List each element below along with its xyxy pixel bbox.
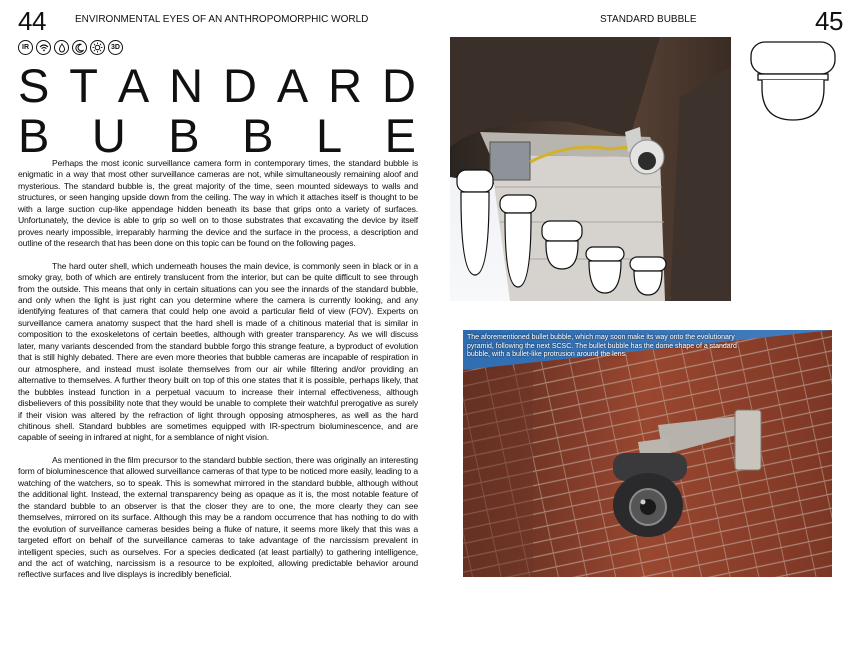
left-running-head: ENVIRONMENTAL EYES OF AN ANTHROPOMORPHIC WORLD [75, 14, 369, 25]
moon-icon [72, 40, 87, 55]
title-letter: B [168, 109, 200, 162]
photo-caption: The aforementioned bullet bubble, which may soon make its way onto the evolutionary pyramid, following the next SCSC. The bullet bubble has the dome shape of a standard bubble, with a bullet-like protrusion around the lens. [467, 334, 737, 359]
wifi-icon [36, 40, 51, 55]
title-letter: B [18, 109, 50, 162]
drop-icon [54, 40, 69, 55]
page-title [18, 59, 416, 162]
right-running-head: STANDARD BUBBLE [600, 14, 697, 25]
building-camera-photo [450, 37, 731, 301]
title-line-standard [18, 59, 416, 112]
body-paragraph: As mentioned in the film precursor to the standard bubble section, there was originally an interesting form of bioluminescence that allowed surveillance cameras of that type to be noticed more easily, leading to a watching of the watchers, so to speak. This is somewhat mirrored in the standard bubble, although without the additional light. Instead, the external transparency being as opaque as it is, the most notable feature of the standard bubble to an observer is that the closer they are to one, the more clearly they can see themselves, mirrored on its surface. Although this may be a random occurrence that has nothing to do with the evolution of surveillance cameras besides being a fluke of nature, it seems more likely that this was a targeted effort on behalf of the surveillance cameras to take advantage of the narcissism prevalent in intelligent species, such as ourselves. For a species dedicated (at least partially) to gathering intelligence, and the act of watching, narcissism is a resource to be exploited, allowing predictable behavior around reflective surfaces and live displays is incredibly beneficial. [18, 454, 418, 580]
body-paragraph: The hard outer shell, which underneath houses the main device, is commonly seen in black or in a smoky gray, both of which are entirely translucent from the interior, but can be quite difficult to see through from the outside. This means that only in certain situations can you see the innards of the standard bubble, and only when the light is just right can you determine where the camera is currently looking, and any identifying features of that camera that could help one avoid a particular field of view (FOV). Experts on surveillance camera anatomy suspect that the hard shell is made of a chitinous material that is similar in composition to the exoskeletons of certain beetles, although with greater transparency. As we will discuss later, many variants descended from the standard bubble forgo this strange feature, a byproduct of evolution that is still highly debated. There are even more theories that bubble cameras are incapable of respiration in our atmosphere, and instead must isolate themselves from our air while filtering and/or providing an alternative to themselves. A further theory built on top of this one states that it is possible, perhaps likely, that the bubbles instead function in a perpetual vacuum to increase their internal effectiveness, although disbelievers of this possibility note that they would be unable to complete their watchful prerogative as surely if their vision was altered by the refraction of light through opposing atmospheres, as well as the hard chitinous shell. Standard bubbles are sometimes equipped with IR-spectrum bioluminescence, and are capable of seeing in infrared at night, for a semblance of night vision. [18, 260, 418, 443]
dome-camera-illustration [750, 40, 842, 124]
body-paragraph: Perhaps the most iconic surveillance camera form in contemporary times, the standard bubble is enigmatic in a way that most other surveillance cameras are not, while simultaneously remaining aloof and mysterious. The standard bubble is, the great majority of the time, seen mounted sideways to walls and structures, or seen hanging upside down from the ceiling. The way in which it attaches itself is thought to be with a large suction cup-like appendage hidden beneath its base that grips onto a variety of surfaces. Unfortunately, the device is able to grip so well on to those substrates that excavating the device by itself proves nearly impossible, irreparably harming the device and the surface in the process, a description and outline of the research that has been done on this topic can be found on the following pages. [18, 158, 418, 249]
title-letter: U [91, 109, 126, 162]
body-text [18, 158, 418, 581]
brick-wall-camera-photo [463, 330, 832, 577]
title-letter: R [328, 59, 363, 112]
title-letter: S [18, 59, 50, 112]
title-line-bubble [18, 109, 416, 162]
infrared-icon: IR [18, 40, 33, 55]
title-letter: L [315, 109, 343, 162]
title-letter: T [69, 59, 98, 112]
title-letter: A [117, 59, 150, 112]
title-letter: E [384, 109, 416, 162]
title-letter: A [276, 59, 309, 112]
title-letter: N [169, 59, 204, 112]
title-letter: D [223, 59, 257, 112]
sun-icon [90, 40, 105, 55]
title-letter: D [382, 59, 416, 112]
right-page-number: 45 [815, 6, 843, 36]
evolution-silhouettes [450, 37, 731, 301]
left-page-number: 44 [18, 6, 46, 36]
3d-icon: 3D [108, 40, 123, 55]
title-letter: B [242, 109, 274, 162]
feature-icon-row [18, 40, 123, 55]
